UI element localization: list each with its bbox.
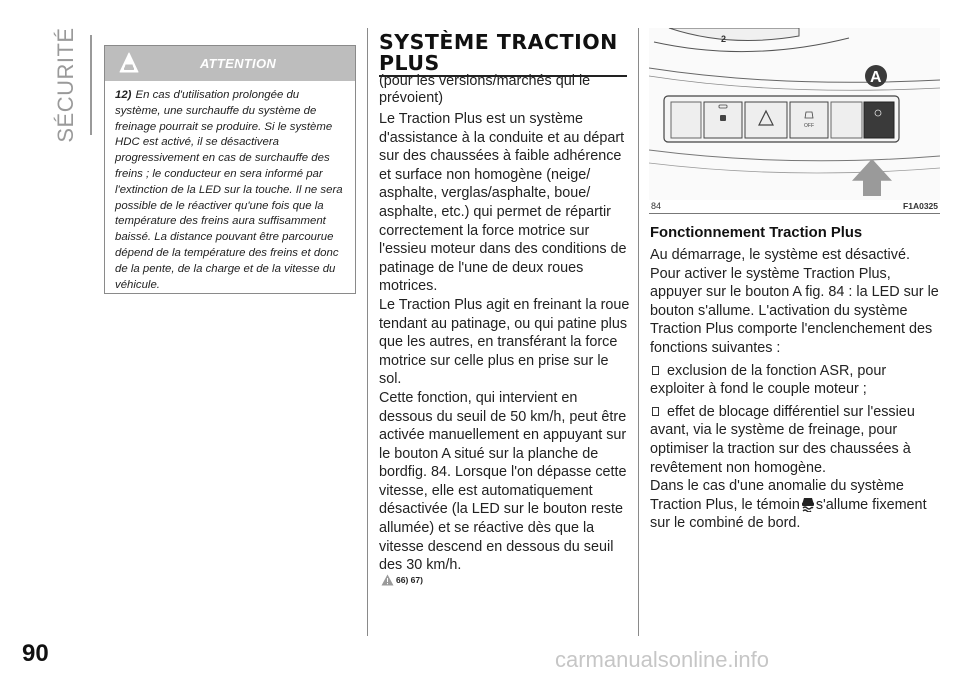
bullet-text-2: effet de blocage différentiel sur l'essieu avant, via le système de freinage, pour optimiser la traction sur des chaussées à revêtement non homogène. xyxy=(650,403,915,476)
figure-dashboard-buttons xyxy=(649,28,940,200)
warning-title: ATTENTION xyxy=(199,56,277,71)
warning-body xyxy=(105,81,355,293)
right-paragraph-2-end: s'allume fixement sur le combiné de bord. xyxy=(650,496,927,532)
section-tab xyxy=(48,22,84,147)
bullet-item-2 xyxy=(650,403,942,477)
warning-box xyxy=(104,45,356,294)
section-heading-line1: SYSTÈME TRACTION xyxy=(379,30,618,54)
right-text xyxy=(650,246,942,533)
gauge-label: 2 xyxy=(721,34,727,44)
paragraph-1: Le Traction Plus est un système d'assistance à la conduite et au départ sur des chaussées à faible adhérence et surface non homogène (neige/ asphalte, verglas/asphalte, boue/ asphalte, etc.) qui permet de répartir correctement la force motrice sur l'essieu moteur dans des conditions de patinage de l'une de deux roues motrices. xyxy=(379,111,627,295)
section-tab-rule xyxy=(90,35,92,135)
figure-number: 84 xyxy=(651,201,662,211)
section-heading xyxy=(379,32,629,74)
lock-icon xyxy=(720,115,726,121)
right-paragraph-1: Au démarrage, le système est désactivé. Pour activer le système Traction Plus, appuyer sur le bouton A fig. 84 : la LED sur le bouton s'allume. L'activation du système Traction Plus comporte l'enclenchement des fonctions suivantes : xyxy=(650,247,939,356)
right-paragraph-2 xyxy=(650,477,942,533)
bullet-item-1 xyxy=(650,362,942,399)
bullet-box-icon xyxy=(652,366,659,375)
watermark: carmanualsonline.info xyxy=(555,647,770,672)
paragraph-3: Cette fonction, qui intervient en dessous du seuil de 50 km/h, peut être activée manuellement en appuyant sur le bouton A situé sur la planche de bordfig. 84. Lorsque l'on dépasse cette vitesse, elle est automatiquement désactivée (la LED sur le bouton reste allumée) et se réactive dès que la vitesse descend en dessous du seuil des 30 km/h. xyxy=(379,389,627,574)
bullet-box-icon xyxy=(652,407,659,416)
warning-note-number: 12) xyxy=(115,89,132,101)
callout-label: A xyxy=(870,69,882,86)
column-divider-right xyxy=(638,28,639,636)
page-number: 90 xyxy=(22,640,49,667)
warning-triangle-icon xyxy=(381,574,394,586)
right-paragraph-2-start: Dans le cas d'une anomalie du système Traction Plus, le témoin xyxy=(650,478,904,513)
column-divider-left xyxy=(367,28,368,636)
reference-numbers: 66) 67) xyxy=(396,575,423,585)
figure-code: F1A0325 xyxy=(903,201,938,211)
bullet-text-1: exclusion de la fonction ASR, pour exploiter à fond le couple moteur ; xyxy=(650,362,887,398)
traction-plus-button xyxy=(864,102,894,138)
dashboard-illustration xyxy=(649,28,940,200)
subtitle: (pour les versions/marchés qui le prévoient) xyxy=(379,73,591,106)
section-heading-line2: PLUS xyxy=(379,51,440,75)
figure-caption-rule xyxy=(649,213,940,214)
pointer-arrow-icon xyxy=(852,159,892,196)
traction-warning-light-icon xyxy=(800,496,816,512)
section-label: SÉCURITÉ xyxy=(53,26,78,143)
figure-caption xyxy=(649,200,940,212)
main-text xyxy=(379,73,631,575)
paragraph-2: Le Traction Plus agit en freinant la roue tendant au patinage, ou qui patine plus que les autres, en transférant la force motrice sur celle plus en prise sur le sol. xyxy=(379,296,630,388)
warning-text: En cas d'utilisation prolongée du système, une surchauffe du système de freinage pourrait se produire. Si le système HDC est activé, il se désactivera progressivement en cas de surchauffe des freins ; le conducteur en sera informé par l'extinction de la LED sur la touche. Il ne sera possible de le réactiver qu'une fois que la température des freins aura suffisamment baissé. La distance pouvant être parcourue dépend de la température des freins et donc de la pente, de la charge et de la vitesse du véhicule. xyxy=(115,89,343,291)
switch-off-label: OFF xyxy=(804,123,814,129)
warning-header xyxy=(105,46,355,81)
subsection-heading: Fonctionnement Traction Plus xyxy=(650,225,863,241)
warning-references xyxy=(381,574,423,586)
